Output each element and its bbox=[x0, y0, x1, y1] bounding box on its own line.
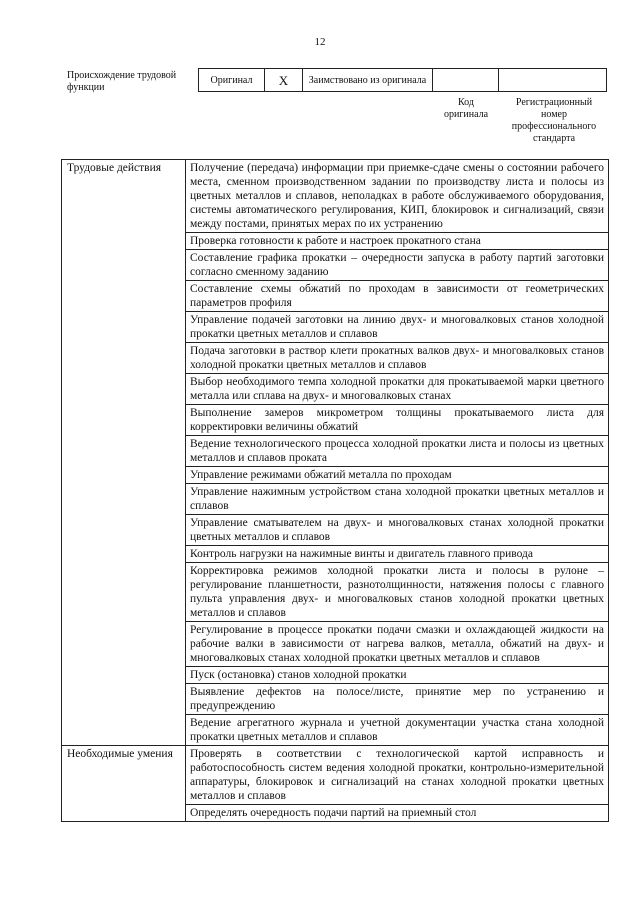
row-text: Ведение технологического процесса холодной прокатки листа и полосы из цветных металлов и сплавов проката bbox=[186, 436, 609, 467]
reg-number-caption: Регистрационный номер профессионального стандарта bbox=[511, 97, 597, 144]
row-text: Составление графика прокатки – очередности запуска в работу партий заготовки согласно сменному заданию bbox=[186, 250, 609, 281]
row-text: Получение (передача) информации при приемке-сдаче смены о состоянии рабочего места, сменном производственном задании по производству листа и полосы из цветных металлов и сплавов, неполадках в работе обслуживаемого оборудования, системы автоматического регулирования, КИП, блокировок и сигнализаций, связи между постами, принятых мерах по их устранению bbox=[186, 160, 609, 233]
row-text: Управление режимами обжатий металла по проходам bbox=[186, 467, 609, 484]
original-label: Оригинал bbox=[199, 69, 265, 92]
labor-functions-body bbox=[62, 160, 609, 822]
category-cell: Необходимые умения bbox=[62, 746, 186, 822]
category-cell: Трудовые действия bbox=[62, 160, 186, 746]
row-text: Пуск (остановка) станов холодной прокатки bbox=[186, 667, 609, 684]
reg-number-cell bbox=[499, 69, 607, 92]
row-text: Выполнение замеров микрометром толщины прокатываемого листа для корректировки величины обжатий bbox=[186, 405, 609, 436]
original-mark: X bbox=[265, 69, 303, 92]
row-text: Управление подачей заготовки на линию двух- и многовалковых станов холодной прокатки цветных металлов и сплавов bbox=[186, 312, 609, 343]
row-text: Ведение агрегатного журнала и учетной документации участка стана холодной прокатки цветных металлов и сплавов bbox=[186, 715, 609, 746]
origin-table bbox=[198, 68, 607, 92]
row-text: Определять очередность подачи партий на приемный стол bbox=[186, 805, 609, 822]
borrowed-label: Заимствовано из оригинала bbox=[303, 69, 433, 92]
row-text: Проверять в соответствии с технологической картой исправность и работоспособность систем ведения холодной прокатки, контрольно-измерительной аппаратуры, блокировок и сигнализаций на станах холодной прокатки цветных металлов и сплавов bbox=[186, 746, 609, 805]
page-number: 12 bbox=[314, 36, 326, 48]
labor-functions-table bbox=[61, 159, 609, 822]
row-text: Подача заготовки в раствор клети прокатных валков двух- и многовалковых станов холодной прокатки цветных металлов и сплавов bbox=[186, 343, 609, 374]
row-text: Выявление дефектов на полосе/листе, принятие мер по устранению и предупреждению bbox=[186, 684, 609, 715]
row-text: Проверка готовности к работе и настроек прокатного стана bbox=[186, 233, 609, 250]
origin-label: Происхождение трудовой функции bbox=[67, 70, 177, 93]
original-code-cell bbox=[433, 69, 499, 92]
table-row bbox=[62, 160, 609, 233]
row-text: Управление сматывателем на двух- и многовалковых станах холодной прокатки цветных металлов и сплавов bbox=[186, 515, 609, 546]
row-text: Корректировка режимов холодной прокатки листа и полосы в рулоне – регулирование планшетности, разнотолщинности, натяжения полосы с главного пульта управления двух- и многовалковых станов холодной прокатки цветных металлов и сплавов bbox=[186, 563, 609, 622]
row-text: Регулирование в процессе прокатки подачи смазки и охлаждающей жидкости на рабочие валки в зависимости от нагрева валков, металла, обжатий на двух- и многовалковых станах холодной прокатки цветных металлов и сплавов bbox=[186, 622, 609, 667]
row-text: Управление нажимным устройством стана холодной прокатки цветных металлов и сплавов bbox=[186, 484, 609, 515]
code-caption: Код оригинала bbox=[443, 97, 489, 120]
row-text: Составление схемы обжатий по проходам в зависимости от геометрических параметров профиля bbox=[186, 281, 609, 312]
row-text: Выбор необходимого темпа холодной прокатки для прокатываемой марки цветного металла или сплава на двух- и многовалковых станах bbox=[186, 374, 609, 405]
row-text: Контроль нагрузки на нажимные винты и двигатель главного привода bbox=[186, 546, 609, 563]
table-row bbox=[62, 746, 609, 805]
